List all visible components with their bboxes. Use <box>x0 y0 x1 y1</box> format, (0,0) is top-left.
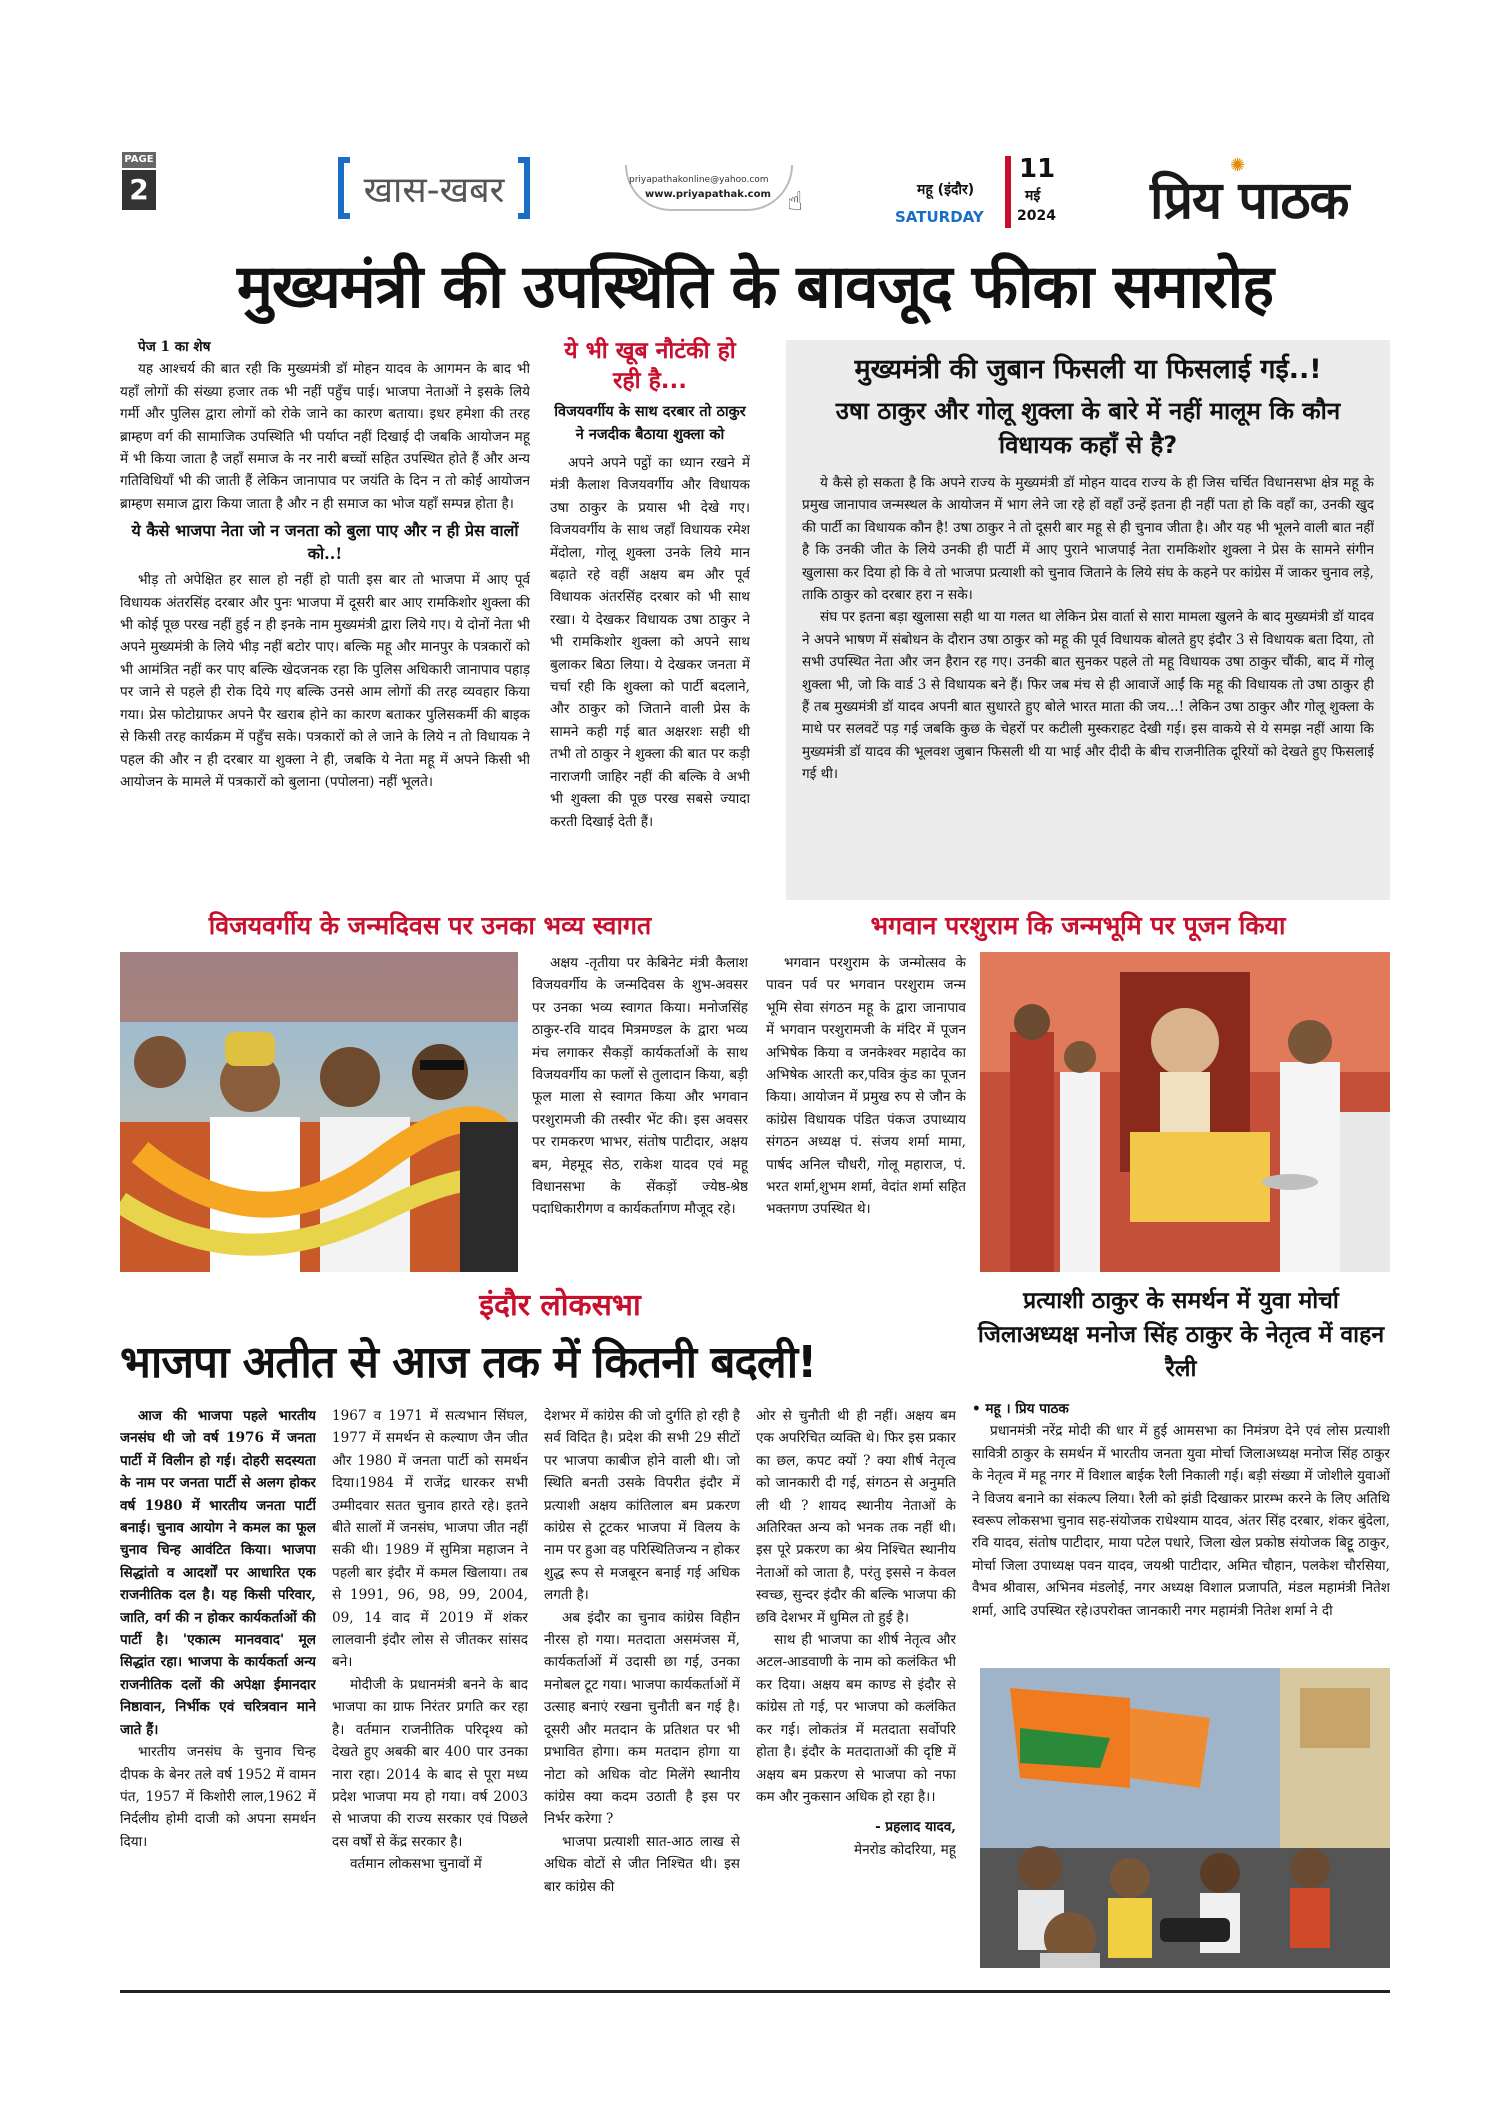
story6-col4-para-2: साथ ही भाजपा का शीर्ष नेतृत्व और अटल-आडवाणी के नाम को कलंकित भी कर दिया। अक्षय बम काण्ड से इंदौर से कांग्रेस तो गई, पर भाजपा को कलंकित कर गई। लोकतंत्र में मतदाता सर्वोपरि होता है। इंदौर के मतदाताओं की दृष्टि में अक्षय बम प्रकरण से भाजपा को नफा कम और नुकसान अधिक हो रहा है।। <box>756 1632 956 1805</box>
story6-col1-tail: भारतीय जनसंघ के चुनाव चिन्ह दीपक के बेनर तले वर्ष 1952 में वामन पंत, 1957 में किशोरी लाल,1962 में निर्दलीय होमी दाजी को अपना समर्थन दिया। <box>120 1744 316 1850</box>
story6-col3-para-2: अब इंदौर का चुनाव कांग्रेस विहीन नीरस हो गया। मतदाता असमंजस में, कार्यकर्ताओं में उदासी छा गई, उनका मनोबल टूट गया। भाजपा कार्यकर्ताओं में उत्साह बनाएं रखना चुनौती बन गई है। दूसरी और मतदान के प्रतिशत पर भी प्रभावित होगा। कम मतदान होगा या नोटा को अधिक वोट मिलेंगे स्थानीय कांग्रेस क्या कदम उठाती है इस पर निर्भर करेगा ? <box>544 1609 740 1828</box>
story6-col2-para-1: 1967 व 1971 में सत्यभान सिंघल, 1977 में समर्थन से कल्याण जैन जीत और 1980 में जनता पार्टी को समर्थन दिया।1984 में राजेंद्र धारकर सभी उम्मीदवार सतत चुनाव हारते रहे। इतने बीते सालों में जनसंघ, भाजपा जीत नहीं सकी थी। 1989 में सुमित्रा महाजन ने पहली बार इंदौर में कमल खिलाया। तब से 1991, 96, 98, 99, 2004, 09, 14 वाद में 2019 में शंकर लालवानी इंदौर लोस से जीतकर सांसद बने। <box>332 1408 528 1671</box>
story3-headline: मुख्यमंत्री की जुबान फिसली या फिसलाई गई..! <box>854 354 1322 385</box>
pointer-hand-icon: ☝ <box>787 187 803 217</box>
masthead-temple-icon: ✺ <box>1230 155 1246 176</box>
story7-headline: प्रत्याशी ठाकुर के समर्थन में युवा मोर्चा जिलाअध्यक्ष मनोज सिंह ठाकुर के नेतृत्व में वाहन रैली <box>977 1288 1385 1382</box>
story6-col-1 <box>120 1405 316 1975</box>
continued-label: पेज 1 का शेष <box>138 339 211 355</box>
month-text: मई <box>1025 188 1041 204</box>
story6-col3-para-3: भाजपा प्रत्याशी सात-आठ लाख से अधिक वोटों से जीत निश्चित थी। इस बार कांग्रेस की <box>544 1833 740 1895</box>
bracket-right <box>518 157 530 219</box>
story6-col-3 <box>544 1405 740 1975</box>
story6-headline: भाजपा अतीत से आज तक में कितनी बदली! <box>120 1337 817 1388</box>
contact-arc <box>625 165 793 211</box>
email-text: priyapathakonline@yahoo.com <box>629 175 769 185</box>
birthday-photo <box>120 952 518 1272</box>
main-headline: मुख्यमंत्री की उपस्थिति के बावजूद फीका समारोह <box>237 252 1273 322</box>
page-tag <box>122 152 156 224</box>
rally-photo-image <box>980 1668 1390 1968</box>
story4-body: अक्षय -तृतीया पर केबिनेट मंत्री कैलाश विजयवर्गीय के जन्मदिवस के शुभ-अवसर पर उनका भव्य स्वागत किया। मनोजसिंह ठाकुर-रवि यादव मित्रमण्डल के द्वारा भव्य मंच लगाकर सैकड़ों कार्यकर्ताओं के साथ विजयवर्गीय का फलों से तुलादान किया, बड़ी फूल माला से स्वागत किया और भगवान परशुरामजी की तस्वीर भेंट की। इस अवसर पर रामकरण भाभर, संतोष पाटीदार, अक्षय बम, मेहमूद सेठ, राकेश यादव एवं महू विधानसभा के सेंकड़ों ज्येष्ठ-श्रेष्ठ पदाधिकारीगण व कार्यकर्तागण मौजूद रहे। <box>532 955 748 1218</box>
date-block <box>895 152 1075 230</box>
story6-col-2 <box>332 1405 528 1975</box>
story7-byline: • महू । प्रिय पाठक <box>972 1401 1069 1417</box>
page-label: PAGE <box>122 152 156 168</box>
birthday-photo-image <box>120 952 518 1272</box>
date-number: 11 <box>1019 154 1056 184</box>
story6-author: - प्रहलाद यादव, <box>875 1819 956 1836</box>
story3-body <box>802 472 1374 902</box>
story3-para-1: ये कैसे हो सकता है कि अपने राज्य के मुख्यमंत्री डॉ मोहन यादव राज्य के ही जिस चर्चित विधानसभा क्षेत्र महू के प्रमुख जानापाव जन्मस्थल के आयोजन में भाग लेने जा रहे हों वहाँ उन्हें इतना ही नहीं पता हो कि वहाँ का, उनकी खुद की पार्टी का विधायक कौन है! उषा ठाकुर ने तो दूसरी बार महू से ही चुनाव जीता है। और यह भी भूलने वाली बात नहीं है कि उनकी जीत के लिये उनकी ही पार्टी में आए पुराने भाजपाई नेता रामकिशोर शुक्ला ने प्रेस के सामने संगीन खुलासा कर दिया हो कि वे तो भाजपा प्रत्याशी को चुनाव जिताने के लिये संघ के कहने पर कांग्रेस में जाकर चुनाव लड़े, ताकि ठाकुर को दरबार हरा न सके। <box>802 475 1374 604</box>
story6-col4-para-1: ओर से चुनौती थी ही नहीं। अक्षय बम एक अपरिचित व्यक्ति थे। फिर इस प्रकार का छल, कपट क्यों ? क्या शीर्ष नेतृत्व को जानकारी दी गई, संगठन से अनुमति ली थी ? शायद स्थानीय नेताओं के अतिरिक्त अन्य को भनक तक नहीं थी। इस पूरे प्रकरण का श्रेय निश्चित स्थानीय नेताओं को जाता है, परंतु इससे न केवल स्वच्छ, सुन्दर इंदौर की बल्कि भाजपा की छवि देशभर में धुमिल तो हुई है। <box>756 1408 956 1626</box>
story7-body: प्रधानमंत्री नरेंद्र मोदी की धार में हुई आमसभा का निमंत्रण देने एवं लोस प्रत्याशी सावित्री ठाकुर के समर्थन में भारतीय जनता युवा मोर्चा जिलाअध्यक्ष मनोज सिंह ठाकुर के नेतृत्व में महू नगर में विशाल बाईक रैली निकाली गई। बड़ी संख्या में जोशीले युवाओं ने विजय बनाने का संकल्प लिया। रैली को झंडी दिखाकर प्रारम्भ करने के लिए अतिथि स्वरूप लोकसभा चुनाव सह-संयोजक राधेश्याम यादव, अंतर सिंह दरबार, शंकर बुंदेला, रवि यादव, संतोष पाटीदार, माया पटेल पधारे, जिला खेल प्रकोष्ठ संयोजक बिट्टू ठाकुर, मोर्चा जिला उपाध्यक्ष पवन यादव, जयश्री पाटीदार, अमित चौहान, पलकेश चौरसिया, वैभव श्रीवास, अभिनव मंडलोई, नगर अध्यक्ष विशाल प्रजापति, मंडल महामंत्री नितेश शर्मा, आदि उपस्थित रहे।उपरोक्त जानकारी नगर महामंत्री नितेश शर्मा ने दी <box>972 1423 1390 1619</box>
story-continuation <box>120 336 530 896</box>
story2 <box>550 336 750 896</box>
website-link[interactable]: www.priyapathak.com <box>645 189 771 200</box>
rally-photo <box>980 1668 1390 1968</box>
story6-kicker: इंदौर लोकसभा <box>479 1288 641 1323</box>
story5-body: भगवान परशुराम के जन्मोत्सव के पावन पर्व पर भगवान परशुराम जन्म भूमि सेवा संगठन महू के द्वारा जानापाव में भगवान परशुरामजी के मंदिर में पूजन अभिषेक किया व जनकेश्वर महादेव का अभिषेक आरती कर,पवित्र कुंड का पूजन किया। आयोजन में प्रमुख रुप से जौन के कांग्रेस विधायक पंडित पंकज उपाध्याय संगठन अध्यक्ष पं. संजय शर्मा मामा, पार्षद अनिल चौधरी, गोलू महाराज, पं. भरत शर्मा,शुभम शर्मा, वेदांत शर्मा सहित भक्तगण उपस्थित थे। <box>766 955 966 1218</box>
puja-photo-image <box>980 952 1390 1272</box>
story2-body: अपने अपने पट्ठों का ध्यान रखने में मंत्री कैलाश विजयवर्गीय और विधायक उषा ठाकुर के प्रयास भी देखे गए। विजयवर्गीय के साथ जहाँ विधायक रमेश मेंदोला, गोलू शुक्ला उनके लिये मान बढ़ाते रहे वहीं अक्षय बम और पूर्व विधायक अंतरसिंह दरबार को भी साथ रखा। ये देखकर विधायक उषा ठाकुर ने भी रामकिशोर शुक्ला को अपने साथ बुलाकर बिठा लिया। ये देखकर जनता में चर्चा रही कि शुक्ला को पार्टी बदलाने, और ठाकुर को जिताने वाली प्रेस के सामने कही गई बात अक्षरशः सही थी तभी तो ठाकुर ने शुक्ला की बात पर कड़ी नाराजगी जाहिर नहीं की बल्कि वे अभी भी शुक्ला की पूछ परख सबसे ज्यादा करती दिखाई देती हैं। <box>550 455 750 830</box>
story6-lead: आज की भाजपा पहले भारतीय जनसंघ थी जो वर्ष 1976 में जनता पार्टी में विलीन हो गई। दोहरी सदस्यता के नाम पर जनता पार्टी से अलग होकर वर्ष 1980 में भारतीय जनता पार्टी बनाई। चुनाव आयोग ने कमल का फूल चुनाव चिन्ह आवंटित किया। भाजपा सिद्धांतो व आदर्शों पर आधारित एक राजनीतिक दल है। यह किसी परिवार, जाति, वर्ग की न होकर कार्यकर्ताओं की पार्टी है। 'एकात्म मानववाद' मूल सिद्धांत रहा। भाजपा के कार्यकर्ता अन्य राजनीतिक दलों की अपेक्षा ईमानदार निष्ठावान, निर्भीक एवं चरित्रवान माने जाते हैं। <box>120 1408 316 1738</box>
story6-col-4 <box>756 1405 956 1975</box>
puja-photo <box>980 952 1390 1272</box>
story3-subhead: उषा ठाकुर और गोलू शुक्ला के बारे में नहीं मालूम कि कौन विधायक कहाँ से है? <box>835 397 1341 459</box>
story4-headline: विजयवर्गीय के जन्मदिवस पर उनका भव्य स्वागत <box>208 911 652 940</box>
date-divider <box>1005 156 1011 228</box>
masthead-title: प्रिय पाठक <box>1150 170 1349 231</box>
bottom-rule <box>120 1990 1390 1993</box>
story3-box <box>786 340 1390 900</box>
story1-para-1: यह आश्चर्य की बात रही कि मुख्यमंत्री डॉ मोहन यादव के आगमन के बाद भी यहाँ लोगों की संख्या हजार तक भी नहीं पहुँच पाई। भाजपा नेताओं ने इसके लिये गर्मी और पुलिस द्वारा लोगों को रोके जाने का कारण बताया। इधर हमेशा की तरह ब्राम्हण वर्ग की सामाजिक उपस्थिति भी पर्याप्त नहीं दिखाई दी जबकि आयोजन महू में भी किया जाता है जहाँ समाज के नर नारी बच्चों सहित उपस्थित होते हैं और अन्य गतिविधियाँ भी की जाती हैं लेकिन जानापाव पर जयंति के दिन न तो कोई आयोजन ब्राम्हण समाज द्वारा किया जाता है और न ही समाज का भोज यहाँ सम्पन्न होता है। <box>120 361 530 512</box>
contact-box <box>625 165 805 225</box>
story5-headline: भगवान परशुराम कि जन्मभूमि पर पूजन किया <box>870 911 1286 940</box>
story6-col3-para-1: देशभर में कांग्रेस की जो दुर्गति हो रही है सर्व विदित है। प्रदेश की सभी 29 सीटों पर भाजपा काबीज होने वाली थी। जो स्थिति बनती उसके विपरीत इंदौर में प्रत्याशी अक्षय कांतिलाल बम प्रकरण कांग्रेस से टूटकर भाजपा में विलय के नाम पर हुआ वह परिस्थितिजन्य न होकर शुद्ध रूप से मजबूरन बनाई गई अधिक लगती है। <box>544 1408 740 1604</box>
story1-para-2: भीड़ तो अपेक्षित हर साल हो नहीं हो पाती इस बार तो भाजपा में आए पूर्व विधायक अंतरसिंह दरबार और पुनः भाजपा में दूसरी बार आए रामकिशोर शुक्ला की भी कोई पूछ परख नहीं हुई न ही इनके नाम मुख्यमंत्री द्वारा लिये गए। ये दोनों नेता भी अपने मुख्यमंत्री के लिये भीड़ नहीं बटोर पाए। बल्कि महू और मानपुर के पत्रकारों को भी आमंत्रित नहीं कर पाए बल्कि खेदजनक रहा कि पुलिस अधिकारी जानापाव पहाड़ पर जाने से पहले ही रोक दिये गए बल्कि उनसे आम लोगों की तरह व्यवहार किया गया। प्रेस फोटोग्राफर अपने पैर खराब होने का कारण बताकर पुलिसकर्मी की बाइक से किसी तरह कार्यक्रम में पहुँच सके। पत्रकारों को ले जाने के लिये न तो विधायक ने पहल की और न ही दरबार या शुक्ला ने ही, जबकि ये नेता महू में अपने किसी भी आयोजन के मामले में पत्रकारों को बुलाना (पपोलना) नहीं भूलते। <box>120 572 530 790</box>
day-text: SATURDAY <box>895 208 984 226</box>
section-label <box>305 152 563 224</box>
story2-subhead: विजयवर्गीय के साथ दरबार तो ठाकुर ने नजदीक बैठाया शुक्ला को <box>554 403 746 443</box>
year-text: 2024 <box>1017 208 1056 224</box>
page-number: 2 <box>122 170 156 210</box>
story3-para-2: संघ पर इतना बड़ा खुलासा सही था या गलत था लेकिन प्रेस वार्ता से सारा मामला खुलने के बाद मुख्यमंत्री डॉ यादव ने अपने भाषण में संबोधन के दौरान उषा ठाकुर को महू की पूर्व विधायक बोलते हुए इंदौर 3 से विधायक बता दिया, तो सभी उपस्थित नेता और जन हैरान रह गए। उनकी बात सुनकर पहले तो महू विधायक उषा ठाकुर चौंकी, बाद में गोलू शुक्ला भी, जो कि वार्ड 3 से विधायक बने हैं। फिर जब मंच से ही आवाजें आईं कि महू की विधायक तो उषा ठाकुर ही हैं तब मुख्यमंत्री डॉ यादव अपनी बात सुधारते हुए बोले भारत माता की जय...! लेकिन उषा ठाकुर और गोलू शुक्ला के माथे पर सलवटें पड़ गई जबकि कुछ के चेहरों पर कटीली मुस्कराहट देखी गई। इस वाकये से ये समझ नहीं आया कि मुख्यमंत्री डॉ यादव की भूलवश जुबान फिसली थी या भाई और दीदी के बीच राजनीतिक दूरियों को देखते हुए फिसलाई गई थी। <box>802 609 1374 783</box>
masthead <box>1150 155 1390 230</box>
section-title: खास-खबर <box>363 169 505 211</box>
bracket-left <box>338 157 350 219</box>
story6-col2-para-2: मोदीजी के प्रधानमंत्री बनने के बाद भाजपा का ग्राफ निरंतर प्रगति कर रहा है। वर्तमान राजनीतिक परिदृश्य को देखते हुए अबकी बार 400 पार उनका नारा रहा। 2014 के बाद से पूरा मध्य प्रदेश भाजपा मय हो गया। वर्ष 2003 से भाजपा की राज्य सरकार एवं पिछले दस वर्षों से केंद्र सरकार है। <box>332 1676 528 1850</box>
story6-col2-para-3: वर्तमान लोकसभा चुनावों में <box>350 1856 482 1873</box>
story2-headline: ये भी खूब नौटंकी हो रही है... <box>564 338 736 394</box>
story1-subhead: ये कैसे भाजपा नेता जो न जनता को बुला पाए और न ही प्रेस वालों को..! <box>131 521 519 564</box>
story7-text <box>972 1398 1390 1660</box>
story6-author-place: मेनरोड कोदरिया, महू <box>853 1841 956 1858</box>
place-text: महू (इंदौर) <box>917 182 975 198</box>
